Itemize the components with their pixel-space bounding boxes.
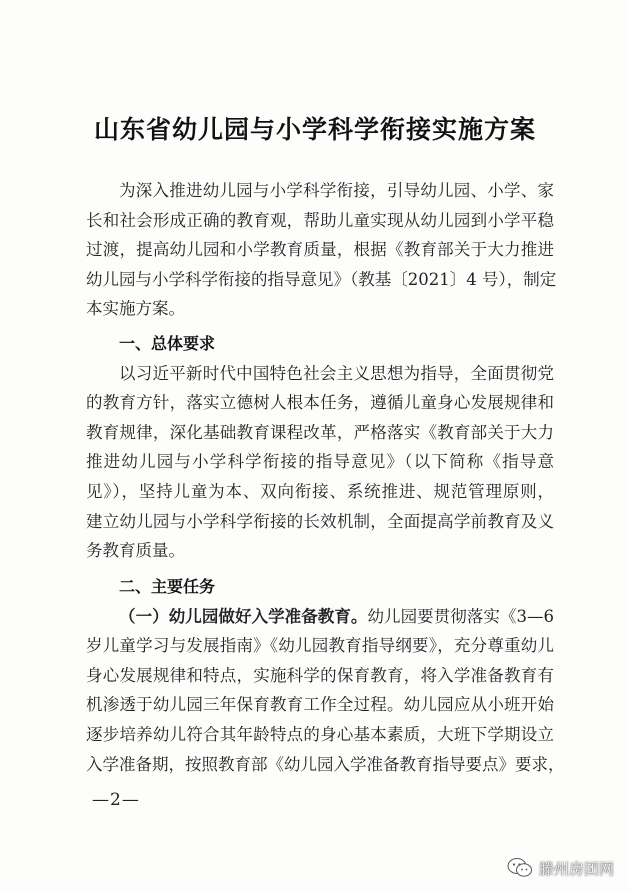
text-line: 岁儿童学习与发展指南》《幼儿园教育指导纲要》，充分尊重幼儿 (86, 636, 554, 656)
text-line: 过渡，提高幼儿园和小学教育质量，根据《教育部关于大力推进 (86, 240, 554, 260)
text-line: 本实施方案。 (86, 299, 185, 319)
section-heading: 一、总体要求 (119, 334, 216, 353)
section-2 (86, 572, 565, 779)
text-line: 机渗透于幼儿园三年保育教育工作全过程。幼儿园应从小班开始 (86, 695, 554, 715)
text-line: 身心发展规律和特点，实施科学的保育教育，将入学准备教育有 (86, 665, 554, 685)
text-line: 见》），坚持儿童为本、双向衔接、系统推进、规范管理原则， (86, 481, 554, 501)
sub-heading: （一）幼儿园做好入学准备教育。 (119, 606, 368, 626)
document-title: 山东省幼儿园与小学科学衔接实施方案 (93, 115, 536, 144)
wechat-official-account-icon (507, 857, 533, 879)
text-line: 教育规律，深化基础教育课程改革，严格落实《教育部关于大力 (86, 422, 554, 442)
text-line: 建立幼儿园与小学科学衔接的长效机制，全面提高学前教育及义 (86, 511, 554, 531)
page-number: —2— (92, 790, 140, 810)
watermark (507, 857, 614, 879)
intro-paragraph (86, 176, 557, 324)
text-line: 为深入推进幼儿园与小学科学衔接，引导幼儿园、小学、家 (119, 181, 554, 200)
section-1 (86, 329, 554, 566)
text-line (86, 602, 554, 632)
text-line: 幼儿园与小学科学衔接的指导意见》（教基〔2021〕4 号），制定 (86, 269, 557, 289)
watermark-text: 滕州房团网 (538, 859, 614, 878)
text-fragment: 幼儿园要贯彻落实《3—6 (367, 606, 554, 626)
text-line: 以习近平新时代中国特色社会主义思想为指导，全面贯彻党 (119, 363, 554, 383)
text-line: 务教育质量。 (86, 541, 185, 561)
text-line: 入学准备期，按照教育部《幼儿园入学准备教育指导要点》要求， (86, 754, 565, 774)
text-line: 逐步培养幼儿符合其年龄特点的身心基本素质，大班下学期设立 (86, 724, 554, 744)
text-line: 推进幼儿园与小学科学衔接的指导意见》（以下简称《指导意 (86, 452, 554, 472)
section-heading: 二、主要任务 (119, 577, 216, 596)
text-line: 的教育方针，落实立德树人根本任务，遵循儿童身心发展规律和 (86, 393, 554, 413)
text-line: 长和社会形成正确的教育观，帮助儿童实现从幼儿园到小学平稳 (86, 210, 554, 230)
